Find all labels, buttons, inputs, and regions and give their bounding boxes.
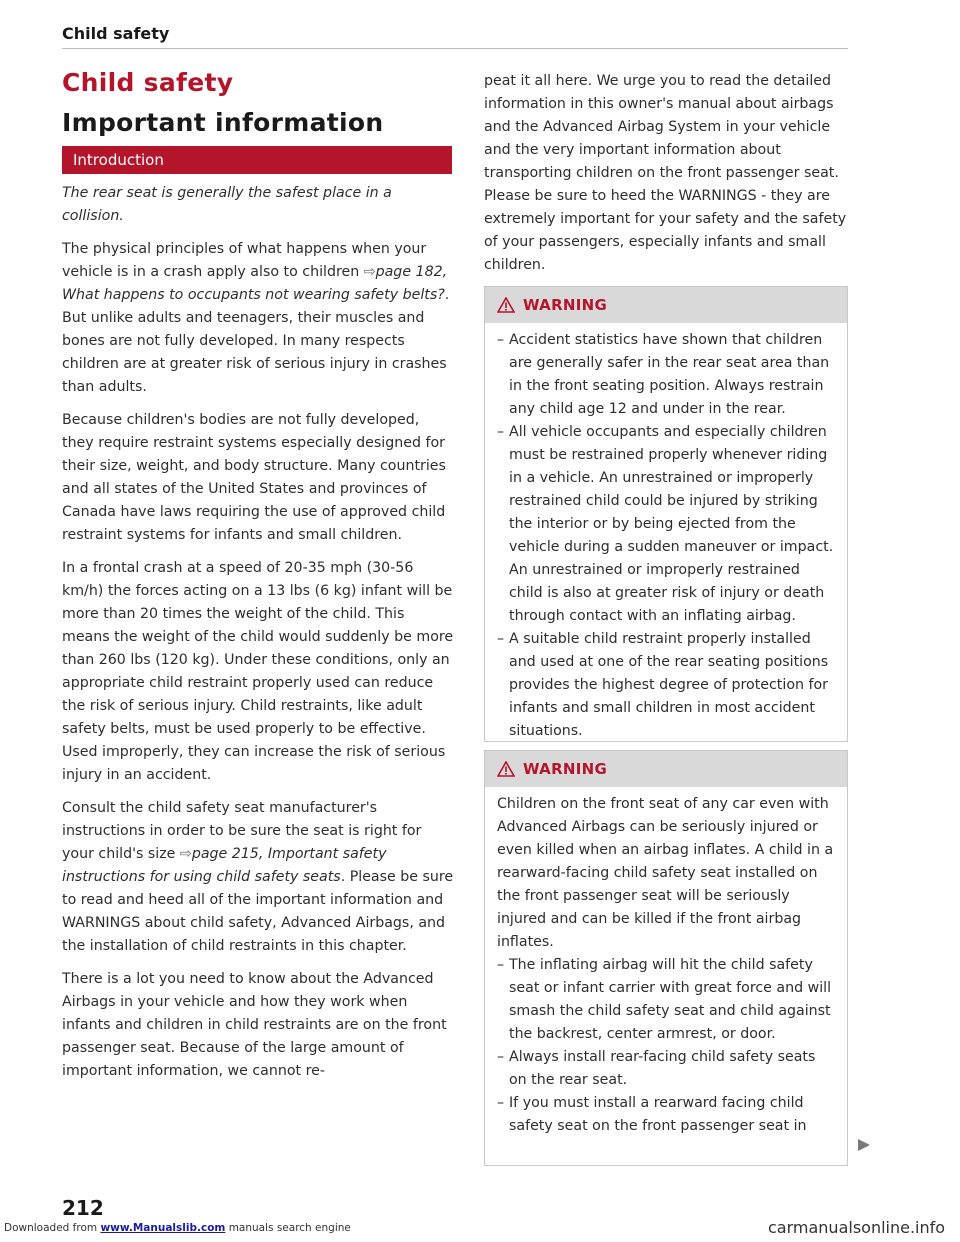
warning-item: – Always install rear-facing child safety seats on the rear seat.: [497, 1046, 835, 1092]
warning-box-2: [484, 750, 848, 1166]
warning-box-1: [484, 286, 848, 742]
warning-triangle-icon: [497, 297, 515, 313]
warning-item: – The inflating airbag will hit the child safety seat or infant carrier with great force and will smash the child safety seat and child against the backrest, center armrest, or door.: [497, 954, 835, 1046]
warning-title: WARNING: [523, 760, 608, 778]
footer-prefix: Downloaded from: [4, 1222, 101, 1234]
warning-triangle-icon: [497, 761, 515, 777]
paragraph-1-text: The physical principles of what happens when your vehicle is in a crash apply also to children: [62, 241, 427, 280]
paragraph-5: There is a lot you need to know about the Advanced Airbags in your vehicle and how they work when infants and children in child restraints are on the front passenger seat. Because of the large amount of important information, we cannot re-: [62, 971, 447, 1079]
continue-arrow-icon: [856, 1138, 872, 1152]
paragraph-4-text: Consult the child safety seat manufacturer's instructions in order to be sure the seat is right for your child's size: [62, 800, 422, 862]
right-paragraph-1: peat it all here. We urge you to read the detailed information in this owner's manual about airbags and the Advanced Airbag System in your vehicle and the very important information about transporting children on the front passenger seat. Please be sure to heed the WARNINGS - they are extremely important for your safety and the safety of your passengers, especially infants and small children.: [484, 73, 847, 273]
warning-item: – All vehicle occupants and especially children must be restrained properly whenever riding in a vehicle. An unrestrained or improperly restrained child could be injured by striking the interior or by being ejected from the vehicle during a sudden maneuver or impact. An unrestrained or improperly restrained child is also at greater risk of injury or death through contact with an inflating airbag.: [497, 421, 835, 628]
warning-header: [485, 751, 847, 787]
right-column: [484, 70, 854, 287]
cross-reference-link[interactable]: page 182, What happens to occupants not wearing safety belts?: [62, 264, 448, 303]
footer-suffix: manuals search engine: [225, 1222, 351, 1234]
footer: [4, 1222, 351, 1234]
left-column: [62, 182, 454, 1093]
page-number: 212: [62, 1196, 104, 1220]
chapter-title: Child safety: [62, 68, 234, 97]
warning-item: – Accident statistics have shown that children are generally safer in the rear seat area than in the front seating position. Always restrain any child age 12 and under in the rear.: [497, 329, 835, 421]
warning-item: – If you must install a rearward facing child safety seat on the front passenger seat in: [497, 1092, 835, 1138]
footer-link[interactable]: www.Manualslib.com: [100, 1222, 226, 1234]
lead-paragraph: The rear seat is generally the safest place in a collision.: [62, 185, 392, 224]
cross-reference-link[interactable]: page 215, Important safety instructions for using child safety seats: [62, 846, 387, 885]
warning-body: [485, 323, 847, 743]
running-title: Child safety: [62, 24, 170, 43]
warning-body: [485, 787, 847, 1138]
cross-reference-arrow-icon: ⇨: [179, 846, 192, 862]
paragraph-3: In a frontal crash at a speed of 20-35 mph (30-56 km/h) the forces acting on a 13 lbs (6 kg) infant will be more than 20 times the weight of the child. This means the weight of the child would suddenly be more than 260 lbs (120 kg). Under these conditions, only an appropriate child restraint properly used can reduce the risk of serious injury. Child restraints, like adult safety belts, must be used properly to be effective. Used improperly, they can increase the risk of serious injury in an accident.: [62, 560, 454, 783]
paragraph-4: [62, 797, 454, 958]
warning-header: [485, 287, 847, 323]
warning-intro: Children on the front seat of any car even with Advanced Airbags can be seriously injured or even killed when an airbag inflates. A child in a rearward-facing child safety seat installed on the front passenger seat will be seriously injured and can be killed if the front airbag inflates.: [497, 796, 834, 950]
warning-title: WARNING: [523, 296, 608, 314]
footer-watermark: carmanualsonline.info: [768, 1218, 946, 1237]
paragraph-4-tail: . Please be sure to read and heed all of the important information and WARNINGS about child safety, Advanced Airbags, and the installation of child restraints in this chapter.: [62, 869, 454, 954]
subsection-bar: Introduction: [62, 146, 452, 174]
cross-reference-arrow-icon: ⇨: [363, 264, 376, 280]
paragraph-1-tail: . But unlike adults and teenagers, their muscles and bones are not fully developed. In many respects children are at greater risk of serious injury in crashes than adults.: [62, 287, 450, 395]
header-rule: [62, 48, 848, 49]
section-title: Important information: [62, 108, 384, 137]
paragraph-2: Because children's bodies are not fully developed, they require restraint systems especially designed for their size, weight, and body structure. Many countries and all states of the United States and provinces of Canada have laws requiring the use of approved child restraint systems for infants and small children.: [62, 412, 446, 543]
paragraph-1: [62, 238, 454, 399]
warning-item: – A suitable child restraint properly installed and used at one of the rear seating positions provides the highest degree of protection for infants and small children in most accident situations.: [497, 628, 835, 743]
